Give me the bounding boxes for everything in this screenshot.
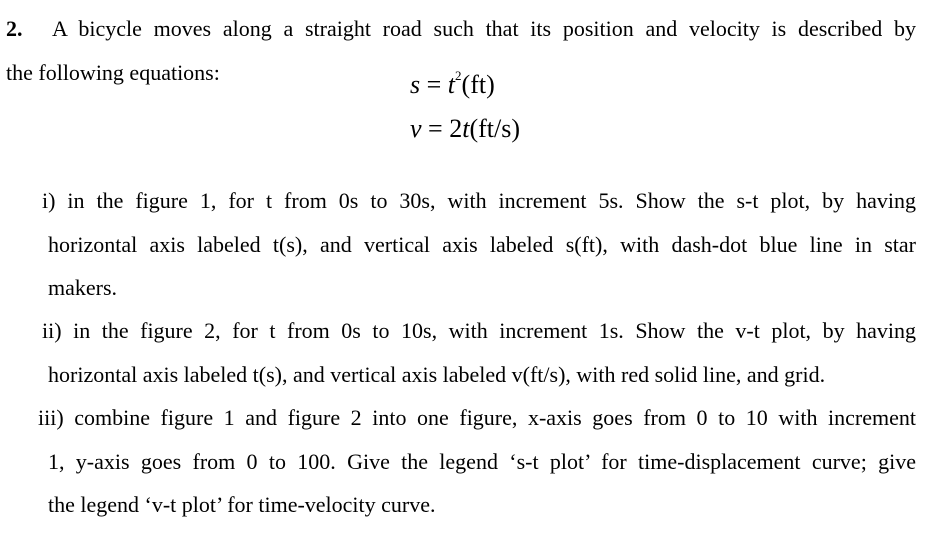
velocity-symbol: v	[410, 114, 422, 143]
position-equation	[410, 70, 495, 100]
part-ii-line-2: horizontal axis labeled t(s), and vertical axis labeled v(ft/s), with red solid line, and grid.	[48, 362, 826, 387]
part-i-line-1: i) in the figure 1, for t from 0s to 30s, with increment 5s. Show the s-t plot, by having	[42, 188, 916, 213]
time-variable: t	[447, 70, 456, 99]
velocity-unit: (ft/s)	[469, 114, 520, 143]
equals-coefficient: = 2	[421, 114, 463, 143]
question-number: 2.	[6, 16, 23, 41]
position-unit: (ft)	[461, 70, 495, 99]
part-ii-line-1: ii) in the figure 2, for t from 0s to 10s, with increment 1s. Show the v-t plot, by having	[42, 318, 916, 343]
position-symbol: s	[410, 70, 421, 99]
part-iii-line-2: 1, y-axis goes from 0 to 100. Give the legend ‘s-t plot’ for time-displacement curve; give	[48, 449, 916, 474]
velocity-equation	[410, 114, 520, 144]
part-iii-line-3: the legend ‘v-t plot’ for time-velocity curve.	[48, 492, 436, 517]
equals-sign: =	[420, 70, 448, 99]
part-iii-line-1: iii) combine figure 1 and figure 2 into one figure, x-axis goes from 0 to 10 with increment	[38, 405, 916, 430]
question-intro-line-2: the following equations:	[6, 60, 220, 85]
exponent: 2	[455, 68, 462, 83]
part-i-line-2: horizontal axis labeled t(s), and vertical axis labeled s(ft), with dash-dot blue line in star	[48, 232, 916, 257]
question-intro-line-1: A bicycle moves along a straight road such that its position and velocity is described by	[52, 16, 916, 41]
part-i-line-3: makers.	[48, 275, 118, 300]
time-variable: t	[462, 114, 470, 143]
